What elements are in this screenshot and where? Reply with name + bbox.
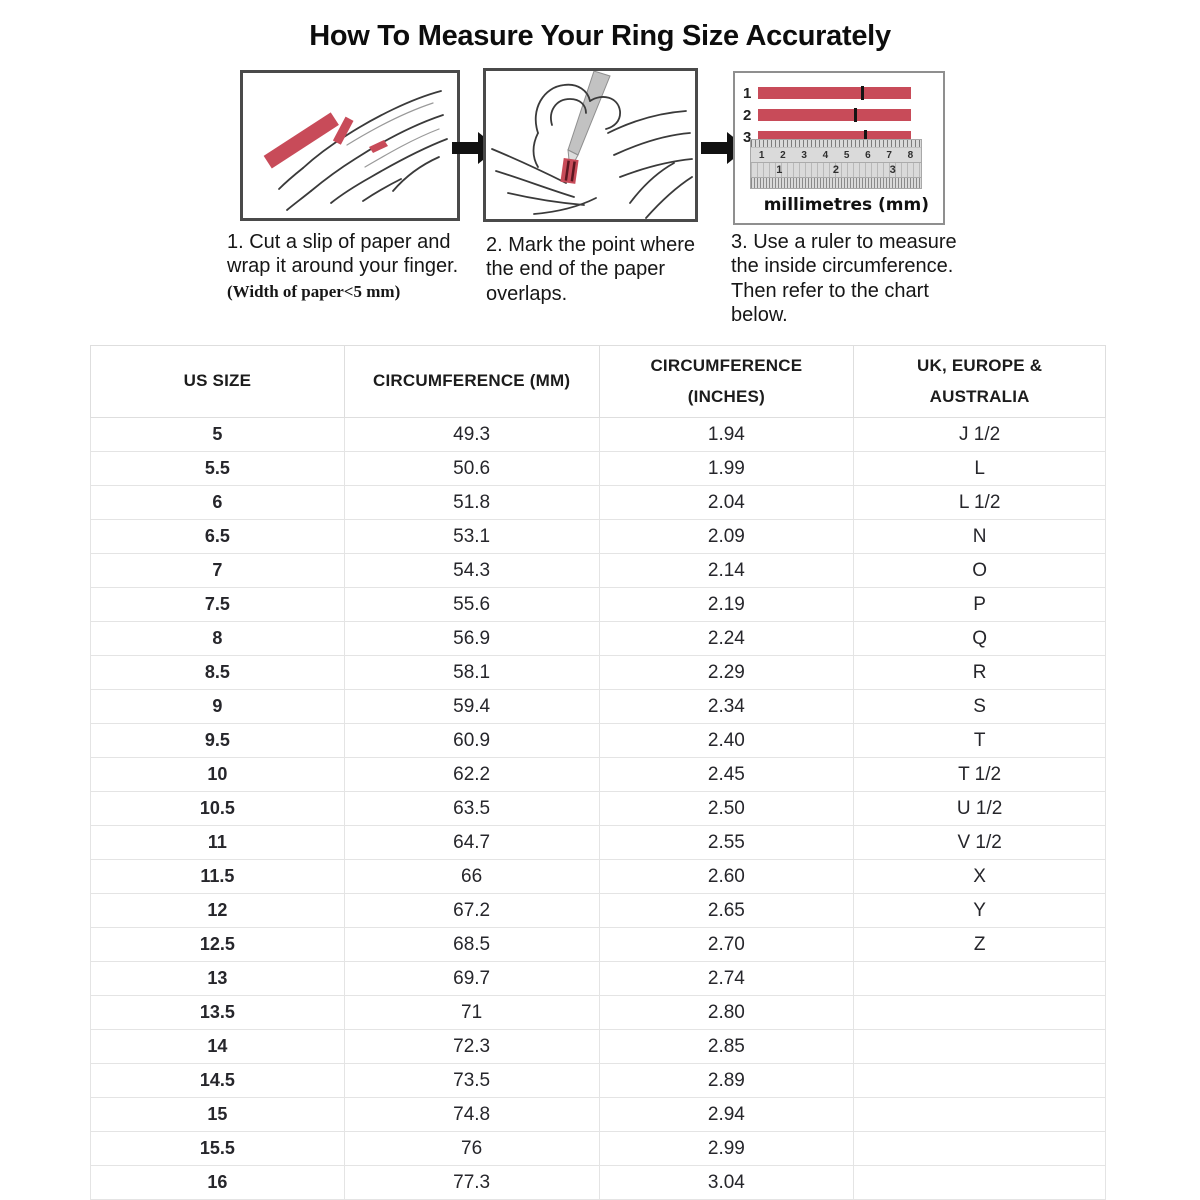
table-cell: X [854, 860, 1106, 894]
table-row [91, 792, 1106, 826]
ruler-number: 3 [801, 149, 807, 161]
table-cell: 77.3 [344, 1166, 599, 1200]
step1-text [227, 230, 479, 303]
column-header: CIRCUMFERENCE (INCHES) [599, 346, 854, 418]
table-cell: 1.99 [599, 452, 854, 486]
table-cell: Q [854, 622, 1106, 656]
table-cell: V 1/2 [854, 826, 1106, 860]
ruler-illustration [750, 139, 922, 189]
overlap-mark [861, 86, 864, 100]
ruler-fine-ticks-bottom [751, 177, 921, 189]
table-row [91, 1030, 1106, 1064]
table-cell: 58.1 [344, 656, 599, 690]
table-row [91, 826, 1106, 860]
ruler-number: 3 [889, 164, 896, 176]
ruler-number: 2 [780, 149, 786, 161]
table-row [91, 1064, 1106, 1098]
table-cell: 5.5 [91, 452, 345, 486]
paper-overlap-end [369, 140, 388, 153]
table-cell: J 1/2 [854, 418, 1106, 452]
table-cell: 68.5 [344, 928, 599, 962]
table-row [91, 962, 1106, 996]
ruler-number: 8 [907, 149, 914, 161]
table-row [91, 554, 1106, 588]
table-row [91, 452, 1106, 486]
strip-number-label: 1 [743, 84, 752, 102]
overlap-mark [854, 108, 857, 122]
table-cell: 2.40 [599, 724, 854, 758]
table-cell: 76 [344, 1132, 599, 1166]
table-header-row [91, 346, 1106, 418]
table-cell: 15 [91, 1098, 345, 1132]
table-cell: 9.5 [91, 724, 345, 758]
ruler-number: 2 [832, 164, 840, 176]
table-cell: 55.6 [344, 588, 599, 622]
table-cell: 12.5 [91, 928, 345, 962]
table-cell: 72.3 [344, 1030, 599, 1064]
step2-instruction: 2. Mark the point where the end of the paper overlaps. [486, 234, 695, 305]
ruler-number: 7 [886, 149, 892, 161]
table-cell: O [854, 554, 1106, 588]
illustration-step3 [733, 71, 945, 225]
table-cell: 8 [91, 622, 345, 656]
table-cell: 71 [344, 996, 599, 1030]
table-cell: 7.5 [91, 588, 345, 622]
table-cell [854, 996, 1106, 1030]
table-cell: 54.3 [344, 554, 599, 588]
pen [568, 71, 610, 155]
table-cell: 2.65 [599, 894, 854, 928]
hand-sketch-lines [279, 91, 447, 210]
table-cell: 14 [91, 1030, 345, 1064]
marked-paper-band [560, 158, 578, 184]
table-cell: 2.60 [599, 860, 854, 894]
table-body [91, 418, 1106, 1200]
table-cell: 14.5 [91, 1064, 345, 1098]
table-cell: S [854, 690, 1106, 724]
table-cell: 73.5 [344, 1064, 599, 1098]
marking-pen-illustration [486, 71, 695, 219]
table-row [91, 928, 1106, 962]
table-cell: 2.19 [599, 588, 854, 622]
table-row [91, 588, 1106, 622]
table-cell: 2.14 [599, 554, 854, 588]
table-cell: 15.5 [91, 1132, 345, 1166]
table-cell: T [854, 724, 1106, 758]
table-cell: 3.04 [599, 1166, 854, 1200]
table-cell: 10 [91, 758, 345, 792]
table-row [91, 1098, 1106, 1132]
table-cell [854, 1030, 1106, 1064]
ruler-number: 5 [843, 149, 850, 161]
table-cell: 74.8 [344, 1098, 599, 1132]
table-cell: 5 [91, 418, 345, 452]
step2-text [486, 233, 708, 306]
table-cell: R [854, 656, 1106, 690]
table-cell: 9 [91, 690, 345, 724]
red-paper-strip [758, 109, 911, 121]
column-header: CIRCUMFERENCE (MM) [344, 346, 599, 418]
table-cell: 51.8 [344, 486, 599, 520]
ruler-fine-ticks-top [751, 140, 921, 147]
ruler-number: 1 [758, 149, 765, 161]
step3-text [731, 230, 969, 328]
table-cell: 59.4 [344, 690, 599, 724]
table-cell [854, 1166, 1106, 1200]
ruler-number: 1 [776, 164, 783, 176]
hand-with-paper-strip-illustration [243, 73, 457, 218]
paper-strip-row [743, 82, 911, 104]
table-cell: 60.9 [344, 724, 599, 758]
table-cell: 2.24 [599, 622, 854, 656]
ring-size-table [90, 345, 1106, 1200]
table-cell [854, 1132, 1106, 1166]
table-cell: 2.94 [599, 1098, 854, 1132]
illustration-step1 [240, 70, 460, 221]
ruler-number: 6 [865, 149, 871, 161]
table-cell: 62.2 [344, 758, 599, 792]
table-cell: 2.74 [599, 962, 854, 996]
step3-instruction: 3. Use a ruler to measure the inside circumference. Then refer to the chart below. [731, 231, 957, 327]
table-cell: 2.50 [599, 792, 854, 826]
table-cell: T 1/2 [854, 758, 1106, 792]
table-cell: 13 [91, 962, 345, 996]
table-cell: 2.29 [599, 656, 854, 690]
table-row [91, 418, 1106, 452]
table-cell: 53.1 [344, 520, 599, 554]
table-cell: 49.3 [344, 418, 599, 452]
illustration-step2 [483, 68, 698, 222]
table-cell [854, 1064, 1106, 1098]
strip-number-label: 2 [743, 106, 752, 124]
table-row [91, 996, 1106, 1030]
table-cell: 2.55 [599, 826, 854, 860]
table-cell: 2.80 [599, 996, 854, 1030]
table-cell: L [854, 452, 1106, 486]
table-cell: 2.09 [599, 520, 854, 554]
table-cell: 56.9 [344, 622, 599, 656]
table-cell: 69.7 [344, 962, 599, 996]
table-cell: 6.5 [91, 520, 345, 554]
table-cell: Y [854, 894, 1106, 928]
table-cell: 66 [344, 860, 599, 894]
table-row [91, 758, 1106, 792]
table-cell: 2.99 [599, 1132, 854, 1166]
table-cell: 2.85 [599, 1030, 854, 1064]
ruler-inch-numbers [751, 162, 921, 177]
table-cell: 10.5 [91, 792, 345, 826]
step1-note: (Width of paper<5 mm) [227, 281, 401, 301]
table-cell: 63.5 [344, 792, 599, 826]
table-cell: 11 [91, 826, 345, 860]
table-cell: 2.89 [599, 1064, 854, 1098]
table-row [91, 1166, 1106, 1200]
table-cell: 6 [91, 486, 345, 520]
table-cell [854, 962, 1106, 996]
table-row [91, 520, 1106, 554]
table-cell: 1.94 [599, 418, 854, 452]
ruler-number: 4 [822, 149, 829, 161]
table-row [91, 486, 1106, 520]
step1-instruction: 1. Cut a slip of paper and wrap it around your finger. [227, 231, 459, 278]
table-cell: 64.7 [344, 826, 599, 860]
table-cell: 12 [91, 894, 345, 928]
paper-strip-row [743, 104, 911, 126]
table-row [91, 1132, 1106, 1166]
strip-number-label: 3 [743, 128, 752, 146]
table-cell: 2.70 [599, 928, 854, 962]
table-cell: 50.6 [344, 452, 599, 486]
table-row [91, 690, 1106, 724]
hand-sketch-light-lines [347, 103, 439, 167]
red-paper-slip [264, 112, 339, 168]
table-cell: 2.04 [599, 486, 854, 520]
table-cell: 13.5 [91, 996, 345, 1030]
table-cell: N [854, 520, 1106, 554]
ruler-cm-numbers [751, 147, 921, 162]
table-cell: L 1/2 [854, 486, 1106, 520]
table-row [91, 860, 1106, 894]
table-row [91, 622, 1106, 656]
page-title: How To Measure Your Ring Size Accurately [309, 20, 891, 52]
table-row [91, 894, 1106, 928]
ruler-caption: millimetres (mm) [763, 195, 929, 215]
column-header: US SIZE [91, 346, 345, 418]
table-row [91, 724, 1106, 758]
table-cell [854, 1098, 1106, 1132]
table-cell: 67.2 [344, 894, 599, 928]
table-cell: 2.45 [599, 758, 854, 792]
table-cell: 16 [91, 1166, 345, 1200]
table-cell: 8.5 [91, 656, 345, 690]
table-cell: 2.34 [599, 690, 854, 724]
red-paper-strip [758, 87, 911, 99]
table-cell: Z [854, 928, 1106, 962]
table-cell: 11.5 [91, 860, 345, 894]
column-header: UK, EUROPE & AUSTRALIA [854, 346, 1106, 418]
table-cell: U 1/2 [854, 792, 1106, 826]
table-row [91, 656, 1106, 690]
table-cell: 7 [91, 554, 345, 588]
table-cell: P [854, 588, 1106, 622]
